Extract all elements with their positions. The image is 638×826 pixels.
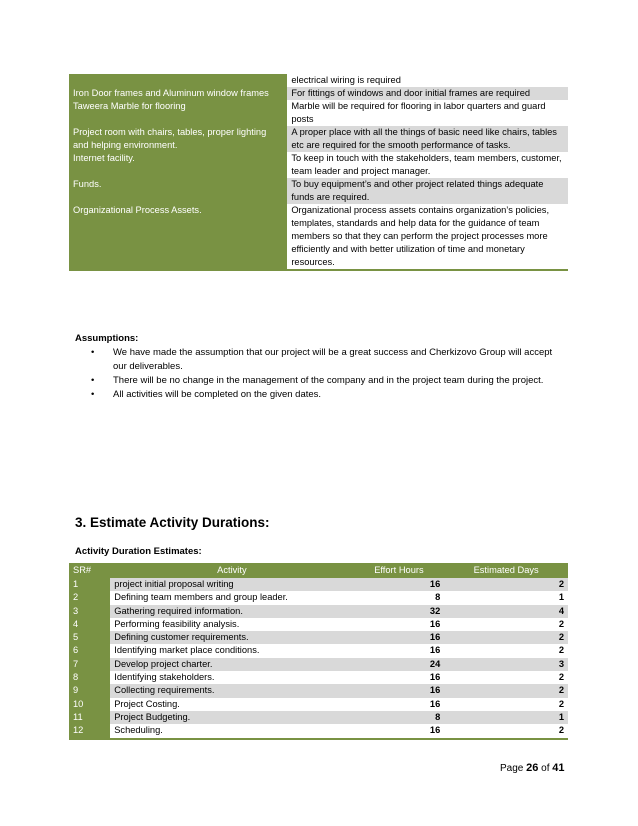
effort-hours-cell: 32 bbox=[354, 605, 445, 618]
table-row bbox=[69, 671, 568, 684]
page-footer bbox=[500, 762, 565, 774]
bullet-icon: • bbox=[91, 375, 95, 386]
estimated-days-cell: 2 bbox=[444, 631, 568, 644]
activity-cell: Performing feasibility analysis. bbox=[110, 618, 353, 631]
effort-hours-cell: 16 bbox=[354, 724, 445, 738]
detail-cell: To keep in touch with the stakeholders, team members, customer, team leader and project manager. bbox=[287, 152, 568, 178]
estimated-days-cell: 2 bbox=[444, 618, 568, 631]
detail-cell: To buy equipment’s and other project related things adequate funds are required. bbox=[287, 178, 568, 204]
table-row bbox=[69, 178, 568, 204]
assumption-item: • There will be no change in the management of the company and in the project team during the project. bbox=[91, 375, 544, 386]
resource-cell: Iron Door frames and Aluminum window frames bbox=[69, 87, 287, 100]
sr-cell: 2 bbox=[69, 591, 110, 604]
header-effort-hours: Effort Hours bbox=[354, 563, 445, 578]
sr-cell: 4 bbox=[69, 618, 110, 631]
estimated-days-cell: 2 bbox=[444, 724, 568, 738]
table-row bbox=[69, 74, 568, 87]
table-row bbox=[69, 605, 568, 618]
bullet-icon: • bbox=[91, 389, 95, 400]
effort-hours-cell: 16 bbox=[354, 644, 445, 657]
detail-cell: electrical wiring is required bbox=[287, 74, 568, 87]
sr-cell: 1 bbox=[69, 578, 110, 591]
activity-cell: Gathering required information. bbox=[110, 605, 353, 618]
activity-cell: Scheduling. bbox=[110, 724, 353, 738]
sr-cell: 11 bbox=[69, 711, 110, 724]
activity-cell: Identifying stakeholders. bbox=[110, 671, 353, 684]
estimated-days-cell: 3 bbox=[444, 658, 568, 671]
header-activity: Activity bbox=[110, 563, 353, 578]
estimated-days-cell: 2 bbox=[444, 671, 568, 684]
estimated-days-cell: 2 bbox=[444, 578, 568, 591]
table-row bbox=[69, 631, 568, 644]
estimated-days-cell: 1 bbox=[444, 711, 568, 724]
activity-cell: Develop project charter. bbox=[110, 658, 353, 671]
effort-hours-cell: 8 bbox=[354, 591, 445, 604]
sr-cell: 8 bbox=[69, 671, 110, 684]
sr-cell: 6 bbox=[69, 644, 110, 657]
bullet-icon: • bbox=[91, 347, 95, 358]
effort-hours-cell: 16 bbox=[354, 631, 445, 644]
effort-hours-cell: 16 bbox=[354, 684, 445, 697]
effort-hours-cell: 16 bbox=[354, 698, 445, 711]
resource-cell: Project room with chairs, tables, proper lighting and helping environment. bbox=[69, 126, 287, 152]
page-of-label: of bbox=[541, 763, 550, 774]
estimated-days-cell: 4 bbox=[444, 605, 568, 618]
resource-cell: Internet facility. bbox=[69, 152, 287, 178]
detail-cell: Organizational process assets contains organization’s policies, templates, standards and help data for the guidance of team members so that they can perform the project processes more efficiently and with better utilization of time and monetary resources. bbox=[287, 204, 568, 270]
sr-cell: 10 bbox=[69, 698, 110, 711]
resource-cell: Organizational Process Assets. bbox=[69, 204, 287, 270]
current-page-number: 26 bbox=[526, 762, 539, 774]
table-row bbox=[69, 591, 568, 604]
effort-hours-cell: 8 bbox=[354, 711, 445, 724]
estimated-days-cell: 2 bbox=[444, 684, 568, 697]
assumption-item: • All activities will be completed on the given dates. bbox=[91, 389, 322, 400]
requirements-table bbox=[69, 74, 568, 271]
detail-cell: Marble will be required for flooring in labor quarters and guard posts bbox=[287, 100, 568, 126]
table-header-row bbox=[69, 563, 568, 578]
table-row bbox=[69, 618, 568, 631]
detail-cell: A proper place with all the things of basic need like chairs, tables etc are required for the smooth performance of tasks. bbox=[287, 126, 568, 152]
table-caption: Activity Duration Estimates: bbox=[75, 546, 202, 557]
estimated-days-cell: 2 bbox=[444, 644, 568, 657]
table-row bbox=[69, 724, 568, 738]
assumptions-title: Assumptions: bbox=[75, 333, 139, 344]
total-page-number: 41 bbox=[552, 762, 565, 774]
header-sr: SR# bbox=[69, 563, 110, 578]
detail-cell: For fittings of windows and door initial frames are required bbox=[287, 87, 568, 100]
header-estimated-days: Estimated Days bbox=[444, 563, 568, 578]
table-row bbox=[69, 87, 568, 100]
assumptions-section bbox=[75, 332, 565, 402]
sr-cell: 7 bbox=[69, 658, 110, 671]
section-heading: 3. Estimate Activity Durations: bbox=[75, 515, 270, 530]
estimated-days-cell: 2 bbox=[444, 698, 568, 711]
table-row bbox=[69, 644, 568, 657]
activity-cell: Collecting requirements. bbox=[110, 684, 353, 697]
effort-hours-cell: 16 bbox=[354, 618, 445, 631]
table-row bbox=[69, 100, 568, 126]
table-row bbox=[69, 698, 568, 711]
effort-hours-cell: 24 bbox=[354, 658, 445, 671]
sr-cell: 5 bbox=[69, 631, 110, 644]
sr-cell: 12 bbox=[69, 724, 110, 738]
resource-cell: Taweera Marble for flooring bbox=[69, 100, 287, 126]
table-row bbox=[69, 152, 568, 178]
table-row bbox=[69, 658, 568, 671]
estimated-days-cell: 1 bbox=[444, 591, 568, 604]
effort-hours-cell: 16 bbox=[354, 671, 445, 684]
table-row bbox=[69, 711, 568, 724]
activity-cell: Defining customer requirements. bbox=[110, 631, 353, 644]
resource-cell: Funds. bbox=[69, 178, 287, 204]
sr-cell: 9 bbox=[69, 684, 110, 697]
table-row bbox=[69, 578, 568, 591]
activity-cell: Defining team members and group leader. bbox=[110, 591, 353, 604]
activity-cell: Identifying market place conditions. bbox=[110, 644, 353, 657]
activity-cell: Project Budgeting. bbox=[110, 711, 353, 724]
activity-cell: Project Costing. bbox=[110, 698, 353, 711]
table-row bbox=[69, 204, 568, 270]
resource-cell bbox=[69, 74, 287, 87]
effort-hours-cell: 16 bbox=[354, 578, 445, 591]
assumptions-list bbox=[75, 346, 565, 402]
sr-cell: 3 bbox=[69, 605, 110, 618]
table-row bbox=[69, 684, 568, 697]
activity-estimates-table bbox=[69, 563, 568, 740]
assumption-item: • We have made the assumption that our project will be a great success and Cherkizovo Group will accept our deliverables. bbox=[91, 347, 553, 372]
activity-cell: project initial proposal writing bbox=[110, 578, 353, 591]
table-row bbox=[69, 126, 568, 152]
page-label: Page bbox=[500, 763, 524, 774]
